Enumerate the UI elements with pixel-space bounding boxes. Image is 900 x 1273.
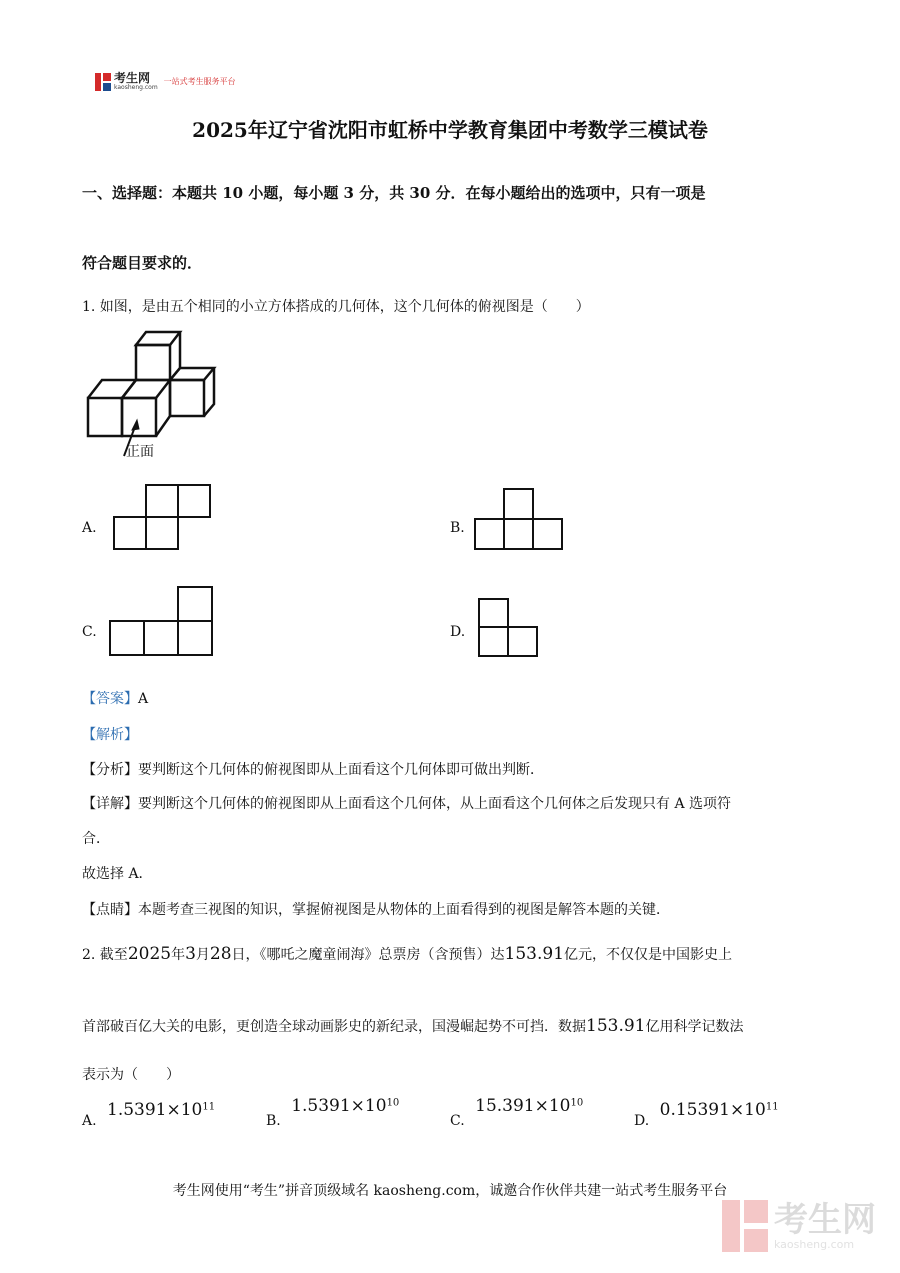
- q1-dianjing: [82, 903, 670, 917]
- q2-month: 3: [185, 944, 196, 964]
- xiangjie-tag: 【详解】: [82, 796, 138, 812]
- q2-text-a: 2. 截至: [82, 947, 128, 963]
- xiangjie-text: 要判断这个几何体的俯视图即从上面看这个几何体，从上面看这个几何体之后发现只有 A 选项符: [138, 796, 732, 812]
- cube-right-front: [170, 380, 204, 416]
- q2-line2: [82, 1018, 743, 1035]
- q1-fenxi: [82, 763, 544, 777]
- q2-option-a-exp: 11: [202, 1101, 216, 1113]
- watermark-domain: kaosheng.com: [774, 1237, 855, 1251]
- front-label: 正面: [126, 444, 154, 460]
- q2-text-d: 日，《哪吒之魔童闹海》总票房（含预售）达: [231, 947, 505, 963]
- front-arrow-head: [132, 420, 139, 430]
- q1-stem: 1. 如图，是由五个相同的小立方体搭成的几何体，这个几何体的俯视图是（ ）: [82, 299, 590, 315]
- kaosheng-logo-icon: [95, 73, 111, 91]
- fenxi-tag: 【分析】: [82, 762, 138, 778]
- page-title: 2025年辽宁省沈阳市虹桥中学教育集团中考数学三模试卷: [192, 118, 708, 142]
- q2-option-a-label: A.: [82, 1113, 97, 1129]
- dianjing-text: 本题考查三视图的知识，掌握俯视图是从物体的上面看得到的视图是解答本题的关键．: [138, 902, 670, 918]
- cube-right-topface: [170, 368, 214, 380]
- q2-option-a-base: 1.5391×10: [107, 1100, 203, 1120]
- cube-front-left: [88, 398, 122, 436]
- q2-day: 28: [209, 944, 232, 964]
- xiangjie-cont: 合．: [82, 831, 110, 847]
- analysis-tag: 【解析】: [82, 727, 138, 743]
- logo-domain: kaosheng.com: [114, 84, 158, 91]
- logo-slogan: 一站式考生服务平台: [163, 77, 236, 86]
- q2-text-b: 年: [171, 947, 186, 963]
- q2-option-b-label: B.: [266, 1113, 281, 1129]
- q1-option-d-label[interactable]: D.: [450, 624, 466, 640]
- answer-value: A: [138, 691, 149, 707]
- q2-option-a[interactable]: [82, 1100, 216, 1129]
- page-footer: 考生网使用“考生”拼音顶级域名 kaosheng.com，诚邀合作伙伴共建一站式考生服务平台: [172, 1183, 728, 1199]
- q2-option-b-exp: 10: [386, 1097, 400, 1109]
- q1-option-a-label[interactable]: A.: [82, 520, 97, 536]
- q1-xiangjie: [82, 797, 731, 811]
- dianjing-tag: 【点睛】: [82, 902, 138, 918]
- choose-text: 故选择 A．: [82, 866, 153, 882]
- header-logo: [95, 72, 236, 91]
- q2-option-d-label: D.: [634, 1113, 650, 1129]
- q1-cube-figure: [80, 328, 230, 468]
- cube-front-middle-topface: [122, 380, 170, 398]
- q2-year: 2025: [127, 944, 172, 964]
- q2-option-c-exp: 10: [570, 1097, 584, 1109]
- kaosheng-watermark-icon: [722, 1200, 768, 1252]
- q2-option-d[interactable]: [634, 1100, 779, 1129]
- q1-option-b-label[interactable]: B.: [450, 520, 465, 536]
- logo-name: 考生网: [114, 71, 151, 85]
- q1-answer: [82, 692, 148, 706]
- q2-text-g: 亿用科学记数法: [645, 1019, 744, 1035]
- q1-option-a-figure[interactable]: [112, 484, 212, 552]
- watermark: [722, 1200, 876, 1252]
- q1-option-c-label[interactable]: C.: [82, 624, 97, 640]
- q2-option-c-base: 15.391×10: [475, 1096, 571, 1116]
- fenxi-text: 要判断这个几何体的俯视图即从上面看这个几何体即可做出判断．: [138, 762, 544, 778]
- cube-front-middle: [122, 398, 156, 436]
- q2-line1: [82, 946, 732, 963]
- q2-number-1: 153.91: [504, 944, 565, 964]
- watermark-name: 考生网: [774, 1199, 876, 1240]
- cube-top-front: [136, 345, 170, 380]
- q2-option-d-exp: 11: [765, 1101, 779, 1113]
- q2-text-e: 亿元，不仅仅是中国影史上: [564, 947, 733, 963]
- q1-option-d-figure[interactable]: [478, 598, 540, 660]
- section-heading-line2: 符合题目要求的．: [82, 254, 203, 272]
- q2-text-f: 首部破百亿大关的电影，更创造全球动画影史的新纪录，国漫崛起势不可挡．数据: [82, 1019, 586, 1035]
- q2-option-d-base: 0.15391×10: [659, 1100, 766, 1120]
- q2-line3: 表示为（ ）: [82, 1067, 180, 1083]
- q2-number-2: 153.91: [586, 1016, 646, 1036]
- section-heading-line1: 一、选择题：本题共 10 小题，每小题 3 分，共 30 分．在每小题给出的选项中，只有一项是: [82, 184, 706, 202]
- q1-option-c-figure[interactable]: [108, 586, 214, 658]
- cube-top-topface: [136, 332, 180, 345]
- q2-option-c-label: C.: [450, 1113, 465, 1129]
- q2-text-c: 月: [195, 947, 210, 963]
- q2-option-c[interactable]: [450, 1096, 584, 1129]
- q2-option-b[interactable]: [266, 1096, 400, 1129]
- q2-option-b-base: 1.5391×10: [291, 1096, 387, 1116]
- answer-tag: 【答案】: [82, 691, 138, 707]
- q1-option-b-figure[interactable]: [474, 488, 566, 552]
